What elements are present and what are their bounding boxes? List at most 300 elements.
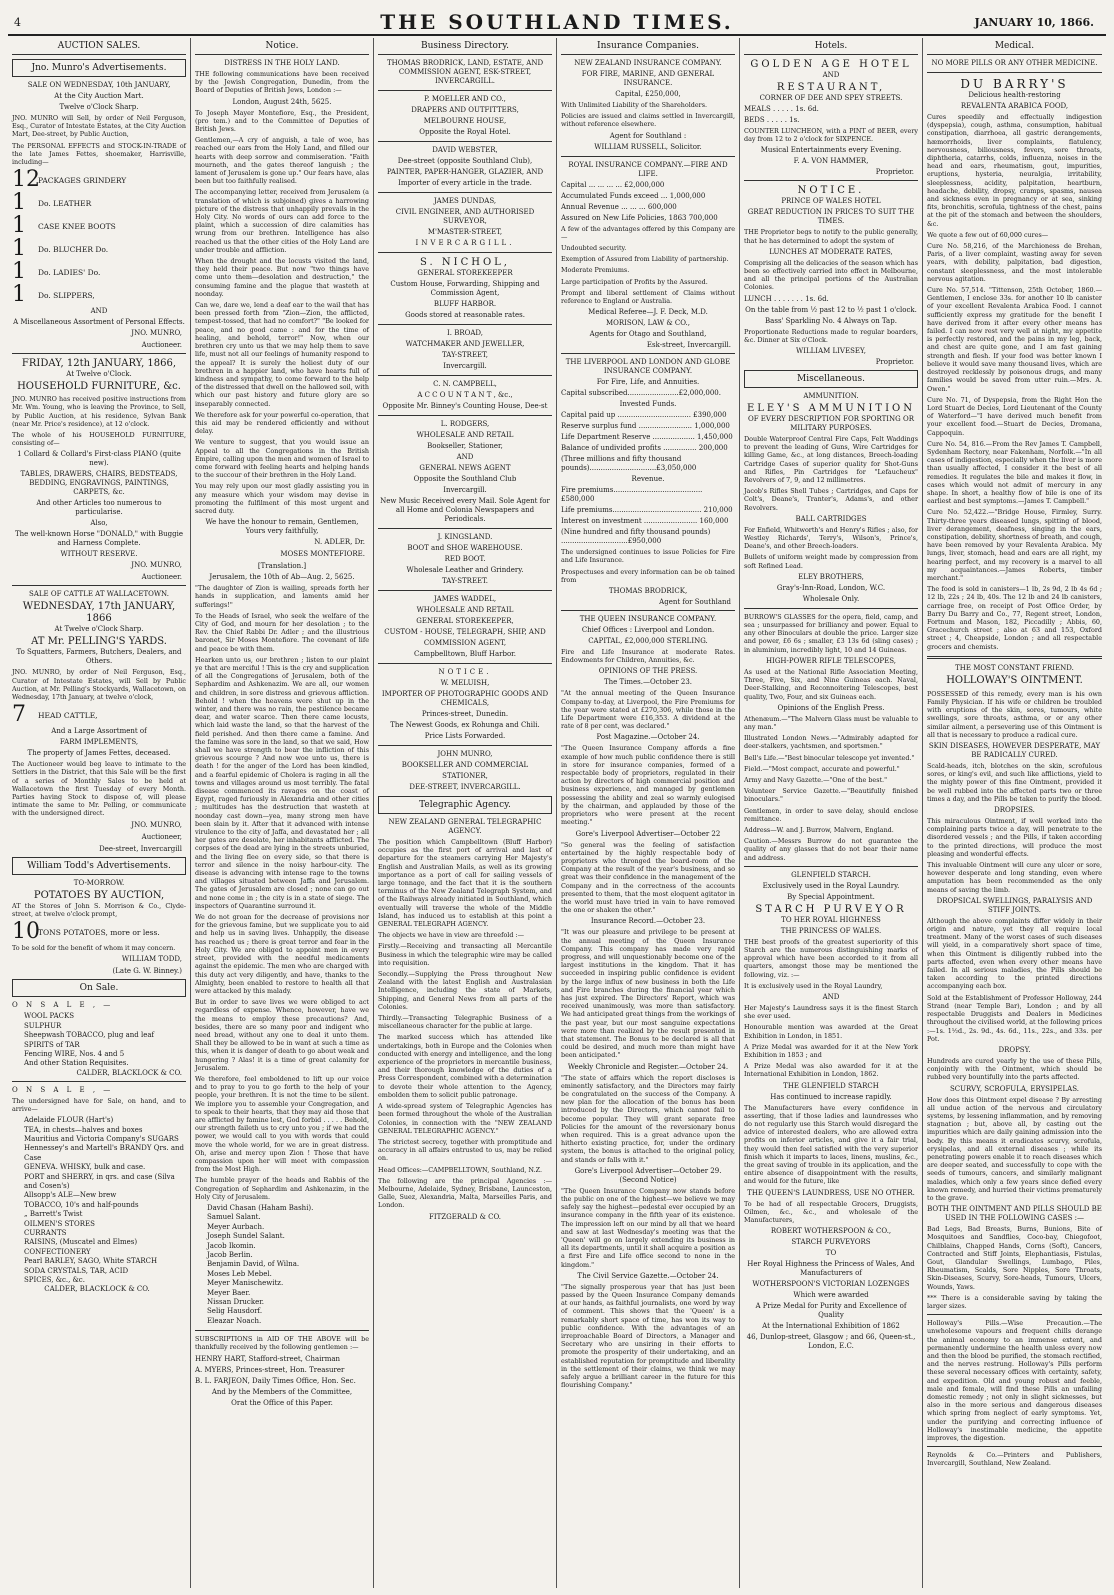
body-text: Bad Legs, Bad Breasts, Burns, Bunions, Bite of Mosquitoes and Sandflies, Coco-bay, Chiegofoot, Chilblains, Chapped Hands, Corns (Soft), Cancers, Contracted and Stiff Joints, Elephantiasis, Fistulas, Gout, Glandular Swellings, Lumbago, Piles, Rheumatism, Scalds, Sore Nipples, Sore Throats, Skin-Diseases, Scurvy, Sore-heads, Tumours, Ulcers, Wounds, Yaws. bbox=[927, 1225, 1102, 1291]
listing-detail: Price Lists Forwarded. bbox=[424, 732, 506, 740]
issue-date: JANUARY 10, 1866. bbox=[974, 16, 1094, 29]
list-item: SPIRITS of TAR bbox=[24, 1040, 80, 1049]
body-text: TABLES, DRAWERS, CHAIRS, BEDSTEADS, BEDDING, ENGRAVINGS, PAINTINGS, CARPETS, &c. bbox=[20, 470, 178, 497]
figure-row: (Nine hundred and fifty thousand pounds) ..............................£950,000 bbox=[561, 528, 711, 546]
agent: MORISON, LAW & CO., bbox=[605, 319, 691, 328]
headline: NOTICE. bbox=[797, 185, 865, 197]
body-text: Honourable mention was awarded at the Great Exhibition in London, in 1851. bbox=[744, 1023, 918, 1040]
address: 46, Dunlop-street, Glasgow ; and 66, Queen-st., London, E.C. bbox=[746, 1333, 916, 1351]
body-text: Thirdly.—Transacting Telegraphic Business of a miscellaneous character for the public at large. bbox=[378, 1014, 552, 1031]
signatory: Moses Leb Mebel. bbox=[207, 1269, 272, 1278]
testimonial: Cure No. 58,216, of the Marchioness de Brehan, Paris, of a liver complaint, wasting away for seven years, with debility, palpitation, bad digestion, constant sleeplessness, and the most intolerable nervous agitation. bbox=[927, 242, 1102, 283]
lot-item bbox=[12, 238, 186, 260]
ad-on-sale-station bbox=[12, 1001, 186, 1076]
body-text: *** There is a considerable saving by taking the larger sizes. bbox=[927, 1293, 1102, 1310]
divider bbox=[561, 353, 735, 354]
dateline: London, August 24th, 5625. bbox=[232, 97, 332, 106]
figure-row: (Three millions and fifty thousand pounds)..............................£3,050,000 bbox=[561, 455, 697, 473]
list-item: TEA, in chests—halves and boxes bbox=[24, 1125, 143, 1134]
body-text: For Enfield, Whitworth's and Henry's Rifles ; also, for Westley Richards', Terry's, Wilson's, Prince's, Deane's, and other Breech-loaders. bbox=[744, 525, 918, 551]
headline: SALE ON WEDNESDAY, 10th JANUARY, bbox=[27, 81, 171, 89]
subhead: At Twelve o'Clock. bbox=[66, 370, 132, 379]
body-text: This invaluable Ointment will cure any ulcer or sore, however desperate and long standing, even where amputation has been recommended as the only means of saving the limb. bbox=[927, 861, 1102, 894]
body-text: The well-known Horse "DONALD," with Buggie and Harness Complete. bbox=[14, 530, 184, 548]
signature: JNO. MUNRO, bbox=[131, 329, 182, 338]
lot-label: Do. SLIPPERS, bbox=[38, 290, 95, 300]
body-text: JNO. MUNRO will Sell, by order of Neil Ferguson, Esq., Curator of Intestate Estates, at the City Auction Mart, Dee-street, by Public Auction, bbox=[12, 114, 186, 139]
company-detail: FOR FIRE, MARINE, AND GENERAL INSURANCE. bbox=[581, 70, 715, 87]
headline: FRIDAY, 12th JANUARY, 1866, bbox=[21, 358, 177, 370]
signature: ELEY BROTHERS, bbox=[798, 572, 864, 581]
lot-quantity: 1 bbox=[12, 236, 26, 262]
body-text: Prompt and liberal settlement of Claims without reference to England or Australia. bbox=[561, 288, 735, 306]
list-item: Pearl BARLEY, SAGO, White STARCH bbox=[24, 1257, 158, 1266]
body-text: Prospectuses and every information can be ob tained from bbox=[561, 567, 735, 584]
listing-detail: Dee-street (opposite Southland Club), bbox=[397, 157, 533, 165]
body-text: Musical Entertainments every Evening. bbox=[760, 146, 902, 155]
body-text: With Unlimited Liability of the Shareholders. bbox=[561, 101, 708, 109]
body-text: Cures speedily and effectually indigestion (dyspepsia), cough, asthma, consumption, habitual constipation, diarrhoea, all gastric derangements, hæmorrhoids, liver complaints, flatulency, nervousness, biliousness, fevers, sore throats, diphtheria, catarrhs, colds, influenza, noises in the head and ears, rheumatism, gout, impurities, eruptions, hysteria, neuralgia, irritability, sleeplessness, acidity, palpitation, heartburn, headache, debility, dropsy, cramps, spasms, nausea and sickness even in pregnancy or at sea, sinking fits, bronchitis, scrofula, tightness of the chest, pains at the pit of the stomach and between the shoulders, &c. bbox=[927, 113, 1102, 228]
list-item: Sheepwash TOBACCO, plug and leaf bbox=[24, 1031, 155, 1040]
signatory: Joseph Sundel Salant. bbox=[207, 1232, 285, 1241]
lot-quantity: 1 bbox=[12, 213, 26, 239]
divider bbox=[378, 745, 552, 746]
listing-name: JAMES WADDEL, bbox=[433, 595, 497, 603]
listing-detail: Opposite the Southland Club bbox=[413, 475, 517, 483]
body-text: TO HER ROYAL HIGHNESS bbox=[781, 915, 881, 924]
body-text: The accompanying letter, received from Jerusalem (a translation of which is subjoined) gives a harrowing picture of the distress that unhappily prevails in the Holy City. No words of ours can add force to the plaint, which a succession of dire calamities has wrung from our brethren. Intelligence has also reached us that the other cities of the Holy Land are under trouble and affliction. bbox=[195, 188, 369, 254]
listing-trade: CIVIL ENGINEER, AND AUTHORISED SURVEYOR, bbox=[395, 208, 535, 225]
subhead: At the City Auction Mart. bbox=[54, 92, 144, 100]
divider bbox=[378, 375, 552, 376]
body-text: Double Waterproof Central Fire Caps, Felt Waddings to prevent the leading of Guns, Wire Cartridges for killing Game, &c., at long distances, Breech-loading Cartridge Cases of superior quality for Shot-Guns and Rifles, Pin Cartridges for "Lefaucheux" Revolvers of 7, 9, and 12 millimetres. bbox=[744, 435, 918, 485]
signature: WILLIAM TODD, bbox=[121, 955, 182, 964]
listing-detail: Custom House, Forwarding, Shipping and Commission Agent, bbox=[390, 280, 540, 297]
signature-address: Dee-street, Invercargill bbox=[99, 844, 182, 853]
body-text: COUNTER LUNCHEON, with a PINT of BEER, every day from 12 to 2 o'clock for SIXPENCE. bbox=[744, 127, 918, 144]
subhead: Opinions of the English Press. bbox=[777, 703, 885, 712]
figure-row: Fire premiums........................................£580,000 bbox=[561, 486, 703, 504]
list-item: WOOL PACKS bbox=[24, 1012, 75, 1021]
subhead: OF EVERY DESCRIPTION FOR SPORTING OR MILITARY PURPOSES. bbox=[747, 415, 914, 433]
body-text: Gentlemen,—A cry of anguish, a tale of woe, has reached our ears from the Holy Land, and filled our hearts with deep sorrow and commiseration. "Faith mourneth, and the gates thereof languish ; the lament of Jerusalem is gone up." Our fears have, alas been but too faithfully realised. bbox=[195, 136, 369, 186]
column-medical bbox=[923, 38, 1106, 1588]
body-text: When the drought and the locusts visited the land, they held their peace. But now "two things have come unto them—desolation and destruction," the consuming famine and the plague that wasteth at noonday. bbox=[195, 257, 369, 298]
listing-detail: Opposite Mr. Binney's Counting House, Dee-st bbox=[382, 402, 548, 410]
subhead: At Twelve o'Clock Sharp. bbox=[54, 625, 144, 634]
figure-row: Life premiums........................................ 210,000 bbox=[561, 506, 733, 515]
body-text: To Joseph Mayer Montefiore, Esq., the President, (pro tem.) and to the Committee of Deputies of British Jews. bbox=[195, 108, 369, 134]
body-text: "The Queen Insurance Company affords a fine example of how much public confidence there is still in store for insurance companies, formed of a respectable body of proprietors, regulated in their action by directors of high commercial position and business experience, and managed by gentlemen possessing the ability and zeal so warmly eulogised by the chairman, and applauded by those of the proprietors who were present at the recent meeting." bbox=[561, 744, 735, 827]
body-text: Army and Navy Gazette.—"One of the best." bbox=[744, 775, 888, 784]
body-text: The PERSONAL EFFECTS and STOCK-IN-TRADE of the late James Fettes, shoemaker, Harrisville, including— bbox=[12, 141, 186, 167]
subsection-header: Jno. Munro's Advertisements. bbox=[12, 59, 186, 77]
signatory: Meyer Manischewitz. bbox=[207, 1279, 284, 1288]
listing-name: C. N. CAMPBELL, bbox=[433, 380, 497, 388]
lot-quantity: 1 bbox=[12, 190, 26, 216]
subhead: AMMUNITION. bbox=[803, 392, 859, 401]
listing-trade: BOOT and SHOE WAREHOUSE. bbox=[407, 544, 523, 552]
headline: HOLLOWAY'S OINTMENT. bbox=[946, 674, 1083, 686]
ad-potatoes bbox=[12, 879, 186, 976]
body-text: We do not groan for the decrease of provisions nor for the grievous famine, but we supplicate you to aid and help us in saving lives. Unhappily, the disease has reached us ; there is great terror and fear in the Holy City. We are obliged to appoint men in every street, provided with the needful medicaments against the epidemic. The men who are charged with this duty act very diligently, and have, thanks to the Almighty, been enabled to restore to health all that were attacked by this malady. bbox=[195, 913, 369, 995]
body-text: 1 Collard & Collard's First-class PIANO (quite new). bbox=[17, 450, 181, 468]
source: Post Magazine.—October 24. bbox=[596, 733, 700, 742]
listing-name: S. NICHOL, bbox=[420, 257, 510, 268]
section-header: Medical. bbox=[927, 38, 1102, 55]
committee-member: HENRY HART, Stafford-street, Chairman bbox=[195, 1354, 341, 1363]
list-item: CURRANTS bbox=[24, 1229, 67, 1237]
subhead: THE GLENFIELD STARCH bbox=[783, 1081, 879, 1090]
hotel-name: PRINCE OF WALES HOTEL bbox=[781, 197, 881, 206]
listing-detail: Opposite the Royal Hotel. bbox=[419, 128, 511, 136]
body-text: The food is sold in canisters—1 lb, 2s 9d, 2 lb 4s 6d ; 12 lb, 22s ; 24 lb, 40s. The 12 lb and 24 lb canisters, carriage free, on receipt of Post Office Order, by Barry Du Barry and Co., 77, Regent street, London, Fortnum and Mason, 182, Piccadilly ; Abbis, 60, Gracechurch street ; also at 63 and 153, Oxford street ; 4, Cheapside, London ; and all respectable grocers and chemists. bbox=[927, 585, 1102, 651]
body-text: We venture to suggest, that you would issue an Appeal to all the Congregations in the British Empire, calling upon the men and women of Israel to come forward with feeling hearts and helping hands to the succour of their brethren in the Holy Land. bbox=[195, 438, 369, 480]
body-text: THE following communications have been received by the Jewish Congregation, Dunedin, from the Board of Deputies of British Jews, London :— bbox=[195, 70, 369, 95]
signatory: Benjamin David, of Wilna. bbox=[207, 1260, 300, 1269]
body-text: Field.—"Most compact, accurate and powerful." bbox=[744, 764, 900, 773]
body-text: Proportionate Reductions made to regular boarders, &c. Dinner at Six o'Clock. bbox=[744, 327, 918, 344]
listing-detail: TAY-STREET, bbox=[441, 351, 489, 359]
listing-detail: New Music Received every Mail. Sole Agent for all Home and Colonia Newspapers and Periodicals. bbox=[380, 497, 550, 523]
signature: N. ADLER, Dr. bbox=[314, 538, 365, 547]
figure-row: Capital paid up ................................. £390,000 bbox=[561, 411, 727, 420]
signature-title: Auctioneer. bbox=[141, 341, 182, 350]
headline: AT Mr. PELLING'S YARDS. bbox=[31, 636, 167, 648]
body-text: The strictest secrecy, together with promptitude and accuracy in all affairs entrusted to us, may be relied on. bbox=[378, 1137, 552, 1163]
divider bbox=[12, 585, 186, 586]
closing: We have the honour to remain, Gentlemen, Yours very faithfully, bbox=[205, 518, 359, 536]
body-text: TO bbox=[825, 1249, 837, 1258]
subhead: OPINIONS OF THE PRESS. bbox=[598, 667, 698, 676]
masthead bbox=[0, 0, 1114, 36]
headline: POTATOES BY AUCTION, bbox=[33, 889, 165, 901]
dateline: Jerusalem, the 10th of Ab—Aug. 2, 5625. bbox=[209, 573, 355, 582]
listing-trade: A C C O U N T A N T , &c., bbox=[417, 391, 513, 399]
signature-title: (Late G. W. Binney.) bbox=[112, 967, 182, 976]
body-text: JNO. MUNRO, by order of Neil Ferguson, Esq., Curator of Intestate Estates, will Sell by Public Auction, at Mr. Pelling's Stockyards, Wallacetown, on Wednesday, 17th January, at twelve o'clock, bbox=[12, 668, 186, 702]
body-text: FARM IMPLEMENTS, bbox=[59, 738, 139, 747]
divider bbox=[744, 866, 918, 867]
lot-item bbox=[12, 284, 186, 306]
body-text: But in order to save lives we were obliged to act regardless of expense. Whence, however, have we the means to employ these precautions? And, besides, there are so many poor and indigent who need bread, without any one to deal it unto them. Shall they be allowed to be in want at such a time as this, when it is danger of death to go about weak and hungering ? Alas! it is a time of great calamity for Jerusalem. bbox=[195, 998, 369, 1072]
body-text: Caution.—Messrs Burrow do not guarantee the quality of any glasses that do not bear their name and address. bbox=[744, 837, 918, 862]
headline: DU BARRY'S bbox=[960, 77, 1069, 91]
signatory: Jacob Berlin. bbox=[207, 1251, 253, 1260]
body-text: "The daughter of Zion is wailing, spreads forth her hands in supplication, and laments amid her sufferings!" bbox=[195, 584, 369, 609]
listing-detail: BLUFF HARBOR. bbox=[433, 300, 497, 308]
agent: Esk-street, Invercargill. bbox=[646, 341, 731, 350]
subhead: Delicious health-restoring bbox=[968, 91, 1061, 99]
body-text: Moderate Premiums. bbox=[561, 266, 630, 275]
listing-name: JOHN MUNRO, bbox=[437, 750, 493, 758]
listing-detail: The Newest Goods, ex Rohunga and Chili. bbox=[390, 721, 540, 729]
figure-row: Interest on investment ........................ 160,000 bbox=[561, 517, 729, 526]
body-text: "So general was the feeling of satisfaction entertained by the highly respectable body of proprietors who thronged the board-room of the Company at the result of the year's business, and so great was their confidence in the management of the Company and in the correctness of the accounts presented to them, that the most eloquent agitator in the world must have tried in vain to have removed the one or shaken the other." bbox=[561, 840, 735, 915]
signature-title: Proprietor. bbox=[875, 358, 914, 367]
listing-detail: Goods stored at reasonable rates. bbox=[405, 311, 525, 319]
divider bbox=[12, 353, 186, 354]
listing-trade: BOOKSELLER AND COMMERCIAL bbox=[401, 761, 529, 769]
body-text: Hundreds are cured yearly by the use of these Pills, conjointly with the Ointment, which should be rubbed very bountifully into the parts affected. bbox=[927, 1056, 1102, 1082]
body-text: AND bbox=[90, 307, 108, 316]
masthead-rule bbox=[8, 34, 1106, 36]
body-text: JNO. MUNRO has received positive instructions from Mr. Wm. Young, who is leaving the Province, to Sell, by Public Auction, at his residence, Sylvan Bank (near Mr. Price's residence), at 12 o'clock. bbox=[12, 395, 186, 428]
source: The Civil Service Gazette.—October 24. bbox=[577, 1271, 719, 1280]
divider bbox=[744, 180, 918, 181]
headline: O N S A L E , — bbox=[12, 1085, 114, 1094]
body-text: The humble prayer of the heads and Rabbis of the Congregation of Sephardim and Ashkenazim, in the Holy City of Jerusalem. bbox=[195, 1176, 369, 1201]
ad-cattle-sale bbox=[12, 590, 186, 852]
body-text: And other Articles too numerous to particularise. bbox=[36, 499, 162, 517]
hotel-name: RESTAURANT, bbox=[776, 82, 886, 93]
lot-quantity: 12 bbox=[12, 167, 40, 193]
listing-detail: Importer of every article in the trade. bbox=[398, 179, 532, 187]
body-text: The objects we have in view are threefold :— bbox=[378, 931, 525, 940]
figure-row: Life Department Reserve ................... 1,450,000 bbox=[561, 433, 733, 442]
listing-name: W. MELUISH, bbox=[440, 679, 490, 687]
body-text: You may rely upon our most gladly assisting you in any measure which your wisdom may devise in promoting the fulfilment of this most urgent and sacred duty. bbox=[195, 482, 369, 515]
body-text: The marked success which has attended like undertakings, both in Europe and the Colonies when conducted with energy and intelligence, and the long experience of the proprietors in mercantile business, and their thorough knowledge of the duties of a Press Correspondent, combined with a determination to devote their whole attention to the Agency, embolden them to solicit public patronage. bbox=[378, 1033, 552, 1099]
body-text: "The Queen Insurance Company now stands before the public on one of the highest—we believe we may safely say the highest—pedestal ever occupied by an insurance company in the fifth year of its existence. The impression left on our mind by all that we heard and saw at last Wednesday's meeting was that the 'Queen' will go on largely extending its business in all its departments, until it shall acquire a position as a first Fire and Life office second to none in the kingdom." bbox=[561, 1186, 735, 1269]
newspaper-title: THE SOUTHLAND TIMES. bbox=[380, 10, 734, 34]
body-text: The Auctioneer would beg leave to intimate to the Settlers in the District, that this Sale will be the first of a series of Monthly Sales to be held at Wallacetown the first Tuesday of every Month. Parties having Stock to dispose of, will please intimate the same to Mr. Pelling, or communicate with the undersigned direct. bbox=[12, 760, 186, 818]
body-text: Volunteer Service Gazette.—"Beautifully finished binoculars." bbox=[744, 787, 918, 804]
body-text: A few of the advantages offered by this Company are— bbox=[561, 224, 735, 241]
section-header: Telegraphic Agency. bbox=[378, 796, 552, 814]
list-item: Mauritius and Victoria Company's SUGARS bbox=[24, 1134, 179, 1143]
divider bbox=[378, 590, 552, 591]
listing-detail: RED BOOT. bbox=[444, 555, 486, 563]
subhead: SCURVY, SCROFULA, ERYSIPELAS. bbox=[949, 1084, 1079, 1093]
list-item: RAISINS, (Muscatel and Elmes) bbox=[24, 1238, 138, 1247]
listing-trade: DRAPERS AND OUTFITTERS, bbox=[411, 106, 519, 114]
company-detail: For Fire, Life, and Annuities. bbox=[596, 378, 700, 387]
body-text: STARCH PURVEYORS bbox=[791, 1238, 871, 1247]
body-text: Holloway's Pills.—Wise Precaution.—The unwholesome vapours and frequent chills derange the animal economy to an immense extent, and permanently undermine the health unless every now and then the blood be purified, the stomach rectified, and the nerves restrung. Holloway's Pills perform these several necessary offices with certainty, safety, and expedition. Old and young robust and feeble, male and female, will find these Pills an unfailing domestic remedy ; not only in slight sicknesses, but also in the more serious and dangerous diseases which spring from neglect of early symptoms. Yet, under the purifying and correcting influence of Holloway's inestimable medicine, the appetite improves, the digestion. bbox=[927, 1319, 1102, 1443]
body-text: Head Offices:—CAMPBELLTOWN, Southland, N.Z. bbox=[378, 1165, 543, 1174]
body-text: Gentlemen, in order to save delay, should enclose remittance. bbox=[744, 806, 918, 823]
body-text: The whole of his HOUSEHOLD FURNITURE, consisting of— bbox=[12, 431, 186, 448]
divider bbox=[927, 656, 1102, 659]
body-text: On the table from ½ past 12 to ½ past 1 o'clock. bbox=[745, 305, 917, 314]
headline: NO MORE PILLS OR ANY OTHER MEDICINE. bbox=[931, 59, 1098, 67]
subhead: REVALENTA ARABICA FOOD, bbox=[960, 102, 1069, 110]
agent: THOMAS BRODRICK, bbox=[608, 587, 688, 596]
committee-member: B. L. FARJEON, Daily Times Office, Hon. Sec. bbox=[195, 1376, 356, 1385]
lot-item bbox=[12, 921, 186, 943]
figure-row: Reserve surplus fund ........................ 1,000,000 bbox=[561, 422, 730, 431]
divider bbox=[378, 90, 552, 91]
list-item: PORT and SHERRY, in qrs. and case (Silva and Cosen's) bbox=[24, 1172, 175, 1190]
headline: O N S A L E , — bbox=[12, 1001, 114, 1010]
body-text: Which were awarded bbox=[793, 1291, 869, 1300]
divider bbox=[378, 324, 552, 325]
source: Gore's Liverpool Advertiser—October 29. (Second Notice) bbox=[574, 1166, 722, 1184]
agent: Agents for Otago and Southland, bbox=[589, 330, 707, 339]
body-text: We therefore ask for your powerful co-operation, that this aid may be rendered efficiently and without delay. bbox=[195, 410, 369, 436]
listing-trade: IMPORTER OF PHOTOGRAPHIC GOODS AND CHEMICALS, bbox=[381, 690, 549, 707]
figure-row: Annual Revenue ... ... ... 600,000 bbox=[561, 202, 677, 211]
company-name: ROYAL INSURANCE COMPANY.—FIRE AND LIFE. bbox=[568, 160, 728, 178]
company-name: THE QUEEN INSURANCE COMPANY. bbox=[579, 615, 717, 624]
agent: Agent for Southland : bbox=[609, 131, 687, 140]
price-row: MEALS . . . . . 1s. 6d. bbox=[744, 105, 819, 113]
agent: WILLIAM RUSSELL, Solicitor. bbox=[594, 142, 702, 151]
imprint: Reynolds & Co.—Printers and Publishers, Invercargill, Southland, New Zealand. bbox=[927, 1451, 1102, 1468]
lot-item bbox=[12, 215, 186, 237]
figure-row: Capital subscribed.......................£2,000,000. bbox=[561, 389, 721, 398]
column-hotels bbox=[740, 38, 923, 1588]
listing-trade: PAINTER, PAPER-HANGER, GLAZIER, AND bbox=[386, 168, 544, 176]
subhead: DROPSICAL SWELLINGS, PARALYSIS AND STIFF JOINTS. bbox=[936, 896, 1093, 914]
body-text: Undoubted security. bbox=[561, 244, 627, 253]
listing-detail: INVERCARGILL. bbox=[415, 239, 515, 247]
section-header: AUCTION SALES. bbox=[12, 38, 186, 55]
body-text: Athenæum.—"The Malvern Glass must be valuable to any man." bbox=[744, 714, 918, 731]
signatory: Jacob Ikomin. bbox=[207, 1241, 256, 1250]
body-text: SUBSCRIPTIONS in AID OF THE ABOVE will be thankfully received by the following gentlemen :— bbox=[195, 1335, 369, 1352]
company-detail: Chief Offices : Liverpool and London. bbox=[581, 626, 715, 635]
divider bbox=[378, 528, 552, 529]
signature: ROBERT WOTHERSPOON & CO., bbox=[770, 1227, 892, 1236]
section-header: Notice. bbox=[195, 38, 369, 55]
listing-name: J. KINGSLAND. bbox=[437, 533, 493, 541]
column-notice bbox=[191, 38, 374, 1588]
body-text: This miraculous Ointment, if well worked into the complaining parts twice a day, will penetrate to the disordered vessels ; and the Pills, if taken according to the printed directions, will produce the most pleasing and wonderful effects. bbox=[927, 817, 1102, 858]
list-item: Adelaide FLOUR (Hart's) bbox=[24, 1116, 114, 1125]
body-text: Policies are issued and claims settled in Invercargill, without reference elsewhere. bbox=[561, 112, 735, 129]
body-text: Medical Referee—J. F. Deck, M.D. bbox=[588, 308, 708, 317]
figure-row: Assured on New Life Policies, 1863 700,000 bbox=[561, 213, 718, 222]
body-text: By Special Appointment. bbox=[787, 892, 875, 901]
list-item: Hennessey's and Martell's BRANDY Qrs. and Case bbox=[24, 1144, 185, 1162]
listing-trade: WHOLESALE AND RETAIL bbox=[416, 606, 514, 614]
body-text: Bass' Sparkling No. 4 Always on Tap. bbox=[765, 316, 897, 325]
lot-label: HEAD CATTLE, bbox=[38, 710, 98, 720]
body-text: We quote a few out of 60,000 cures— bbox=[927, 230, 1049, 239]
source: Gore's Liverpool Advertiser—October 22 bbox=[575, 829, 721, 838]
list-item: TOBACCO, 10's and half-pounds bbox=[24, 1200, 139, 1209]
lot-label: Do. BLUCHER Do. bbox=[38, 244, 109, 254]
body-text: Illustrated London News.—"Admirably adapted for deer-stalkers, yachtsmen, and sportsmen." bbox=[744, 734, 918, 751]
signature-title: Auctioneer. bbox=[141, 573, 182, 582]
ad-sale-jan10 bbox=[12, 81, 186, 349]
price-row: BEDS . . . . . 1s. bbox=[744, 116, 800, 124]
company-name: THE LIVERPOOL AND LONDON AND GLOBE INSURANCE COMPANY. bbox=[565, 358, 731, 376]
lot-label: TONS POTATOES, more or less. bbox=[38, 927, 160, 937]
body-text: Her Majesty's Laundress says it is the finest Starch she ever used. bbox=[744, 1003, 918, 1021]
ad-household-furniture bbox=[12, 358, 186, 581]
figure-row: Capital ... ... ... ... £2,000,000 bbox=[561, 180, 665, 189]
body-text: Firstly.—Receiving and transacting all Mercantile Business in which the telegraphic wire may be called into requisition. bbox=[378, 942, 552, 967]
signatory: Nissan Drucker. bbox=[207, 1298, 265, 1307]
column-insurance bbox=[557, 38, 740, 1588]
figure-row: Balance of undivided profits ............... 200,000 bbox=[561, 444, 728, 453]
section-header: Business Directory. bbox=[378, 38, 552, 55]
testimonial: Cure No. 54, 816.—From the Rev James T. Campbell, Sydenham Rectory, near Fakenham, Norfolk.—"In all cases of indigestion, especially when the liver is more than usually affected, I consider it the best of all remedies. It regulates the bile and makes it flow, in cases which would not admit of mercury in any shape. In short, a healthy flow of bile is one of its earliest and best symptoms.—James T. Campbell." bbox=[927, 439, 1102, 506]
address: Gray's-Inn-Road, London, W.C. bbox=[776, 583, 886, 592]
subsection-header: William Todd's Advertisements. bbox=[12, 857, 186, 875]
divider bbox=[378, 663, 552, 664]
listing-detail: DEE-STREET, INVERCARGILL. bbox=[409, 783, 521, 791]
source: Weekly Chronicle and Register.—October 24. bbox=[567, 1062, 729, 1071]
lot-quantity: 1 bbox=[12, 282, 26, 308]
listing-detail: MELBOURNE HOUSE, bbox=[423, 117, 507, 125]
company-detail: Capital, £250,000, bbox=[615, 90, 681, 98]
body-text: A Miscellaneous Assortment of Personal Effects. bbox=[13, 318, 185, 327]
body-text: Scald-heads, itch, blotches on the skin, scrofulous sores, or king's evil, and such like afflictions, yield to the mighty power of this fine Ointment, provided it be well rubbed into the affected parts two or three times a day, and the Pills be taken to purify the blood. bbox=[927, 762, 1102, 803]
body-text: At the International Exhibition of 1862 bbox=[762, 1322, 900, 1331]
signatory: Eleazar Noach. bbox=[207, 1316, 262, 1325]
listing-detail: STATIONER, bbox=[442, 772, 488, 780]
listing-trade: GENERAL STOREKEEPER bbox=[417, 269, 513, 277]
column-auction-sales bbox=[8, 38, 191, 1588]
subhead: BALL CARTRIDGES bbox=[795, 514, 867, 523]
lot-item bbox=[12, 169, 186, 191]
listing-detail: Campbelltown, Bluff Harbor. bbox=[414, 650, 516, 658]
committee-member: A. MYERS, Princes-street, Hon. Treasurer bbox=[195, 1365, 345, 1374]
body-text: POSSESSED of this remedy, every man is his own Family Physician. If his wife or children be troubled with eruptions of the skin, sores, tumours, white swellings, sore throats, asthma, or or any other similar ailment, a persevering use of this Ointment is all that is necessary to produce a radical cure. bbox=[927, 689, 1102, 739]
divider bbox=[927, 1446, 1102, 1447]
column-business-directory bbox=[374, 38, 557, 1588]
body-text: To the Heads of Israel, who seek the welfare of the City of God, and mourn for her desolation ; to the Rev. the Chief Rabbi Dr. Adler ; and the illustrious baronet, Sir Moses Montefiore. The covenant of life and peace be with them. bbox=[195, 611, 369, 653]
signature: JNO. MUNRO, bbox=[131, 561, 182, 570]
lot-label: CASE KNEE BOOTS bbox=[38, 221, 116, 231]
body-text: Sold at the Establishment of Professor Holloway, 244 Strand (near Temple Bar), London ; and by all respectable Druggists and Dealers in Medicines throughout the civilised world, at the following prices :—1s. 1½d., 2s. 9d., 4s. 6d., 11s., 22s., and 33s. per Pot. bbox=[927, 993, 1102, 1043]
divider bbox=[561, 156, 735, 157]
body-text: The position which Campbelltown (Bluff Harbor) occupies as the first port of arrival and last of departure for the steamers carrying Her Majesty's English and Australian Mails, as well as its growing importance as a port of call for sailing vessels of large tonnage, and the fact that it is the southern terminus of the New Zealand Telegraph System, and of the Railways already initiated in Southland, which eventually will traverse the whole of the Middle Island, has induced us to establish at this point a GENERAL TELEGRAPH AGENCY. bbox=[378, 838, 552, 929]
signature: FITZGERALD & CO. bbox=[428, 1212, 502, 1221]
list-item: SPICES, &c., &c. bbox=[24, 1276, 85, 1285]
listing-name: JAMES DUNDAS, bbox=[433, 197, 497, 205]
body-text: As used at the National Rifle Association Meeting, Three, Five, Six, and Nine Guineas each. Naval, Deer-Stalking, and Reconnoitering Telescopes, best quality, Two, Four, and six Guineas each. bbox=[744, 667, 918, 701]
list-item: Allsopp's ALE—New brew bbox=[24, 1191, 117, 1200]
signature: WILLIAM LIVESEY, bbox=[796, 347, 866, 356]
body-text: AND bbox=[822, 992, 840, 1001]
page-number: 4 bbox=[14, 16, 21, 29]
signature-title: Auctioneer, bbox=[141, 832, 182, 841]
listing: THOMAS BRODRICK, LAND, ESTATE, AND COMMISSION AGENT, ESK-STREET, INVERCARGILL. bbox=[386, 59, 544, 85]
body-text: Exclusively used in the Royal Laundry. bbox=[762, 881, 900, 890]
section-header: Insurance Companies. bbox=[561, 38, 735, 55]
subhead: [Translation.] bbox=[257, 562, 307, 571]
subhead: Invested Funds. bbox=[619, 400, 677, 409]
headline: HOUSEHOLD FURNITURE, &c. bbox=[17, 381, 181, 393]
body-text: The undersigned have for Sale, on hand, and to arrive— bbox=[12, 1096, 186, 1113]
listing-name: P. MOELLER AND CO., bbox=[424, 95, 506, 103]
body-text: To be had of all respectable Grocers, Druggists, Oilmen, &c., &c., and wholesale of the Manufacturers, bbox=[744, 1199, 918, 1225]
signatory: Meyer Aurbach. bbox=[207, 1222, 265, 1231]
list-item: „ Barrett's Twist bbox=[24, 1210, 83, 1219]
lot-quantity: 10 bbox=[12, 919, 40, 945]
lot-quantity: 7 bbox=[12, 702, 26, 728]
list-item: OILMEN'S STORES bbox=[24, 1219, 95, 1228]
divider bbox=[744, 608, 918, 609]
headline: LUNCHES AT MODERATE RATES, bbox=[769, 247, 893, 256]
divider bbox=[378, 415, 552, 416]
ad-on-sale-stores bbox=[12, 1086, 186, 1294]
body-text: "The signally prosperous year that has just been passed by the Queen Insurance Company demands at our hands, as faithful journalists, one word by way of comment. This shows that the 'Queen' is a remarkably short space of time, has won its way to public confidence. With the advantages of an irreproachable Board of Directors, a Manager and Secretary who are unsiring in their efforts to promote the prosperity of their undertaking, and an established reputation for promptitude and liberality in the settlement of their claims, we think we may safely argue a brilliant career in the future for this flourishing Company." bbox=[561, 1282, 735, 1390]
body-text: Wholesale Only. bbox=[802, 594, 860, 603]
body-text: Fire and Life Insurance at moderate Rates. Endowments for Children, Annuities, &c. bbox=[561, 648, 735, 665]
list-item: Fencing WIRE, Nos. 4 and 5 bbox=[24, 1049, 125, 1058]
signature-title: Proprietor. bbox=[875, 168, 914, 177]
signature: CALDER, BLACKLOCK & CO. bbox=[44, 1285, 150, 1294]
body-text: Bullets of uniform weight made by compression from soft Refined Lead. bbox=[744, 553, 918, 570]
signatory: Selig Hausdorf. bbox=[207, 1307, 263, 1316]
subhead: SKIN DISEASES, HOWEVER DESPERATE, MAY BE RADICALLY CURED. bbox=[928, 742, 1101, 760]
